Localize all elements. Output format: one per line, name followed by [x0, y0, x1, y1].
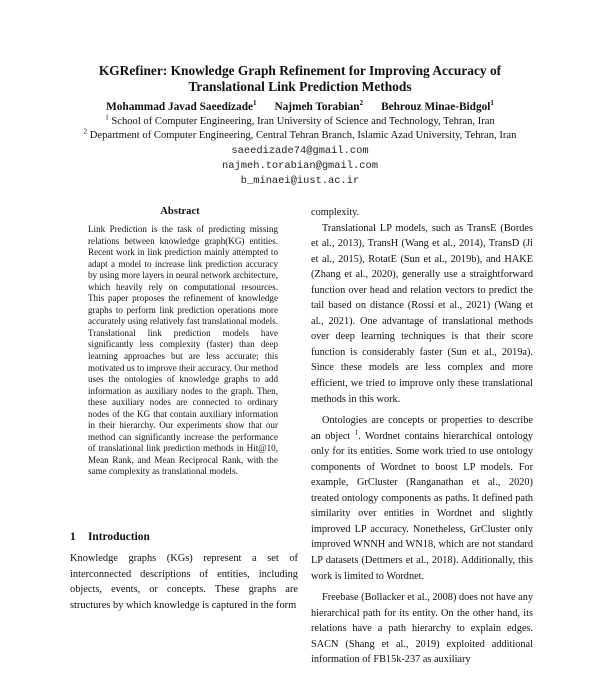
title-line-1: KGRefiner: Knowledge Graph Refinement for Improving Accuracy of [98, 63, 502, 78]
email-2: najmeh.torabian@gmail.com [222, 160, 378, 172]
body-text: Ontologies are concepts or properties to describe an object [311, 415, 533, 442]
body-paragraph [311, 413, 533, 584]
right-column [311, 205, 533, 674]
section-number: 1 [70, 531, 76, 543]
body-paragraph: Translational LP models, such as TransE (Bordes et al., 2013), TransH (Wang et al., 2014), TransD (Ji et al., 2015), RotatE (Sun et al., 2019b), and HAKE (Zhang et al., 2020), generally use a straightforward function over head and relation vectors to predict the tail based on distance (Rossi et al., 2021) (Wang et al., 2021). One advantage of translational methods over deep learning techniques is that their score function is considerably faster (Sun et al., 2019a). Since these models are less complex and more efficient, we tried to improve only these translational methods in this work. [311, 222, 533, 405]
affiliation-number: 1 [105, 113, 109, 122]
affiliation-number: 2 [83, 127, 88, 136]
body-text: . Wordnet contains hierarchical ontology only for its entities. Some work tried to use ontology components of Wordnet to boost LP models. For example, GrCluster (Ranganathan et al., 2020) treated ontology components as paths. It defined path similarity over entities in Wordnet and slightly improved LP accuracy. Nonetheless, GrCluster only improved WNNH and WN18, which are not standard LP datasets (Dettmers et al., 2018). Additionally, this work is limited to Wordnet. [311, 430, 533, 582]
author-affiliation-mark: 1 [253, 99, 257, 108]
section-heading-introduction [70, 531, 150, 543]
affiliation-text: Department of Computer Engineering, Central Tehran Branch, Islamic Azad University, Tehran, Iran [89, 130, 517, 141]
abstract-heading: Abstract [160, 206, 200, 217]
email-1: saeedizade74@gmail.com [231, 145, 369, 157]
email-3: b_minaei@iust.ac.ir [240, 175, 360, 187]
affiliation-text: School of Computer Engineering, Iran University of Science and Technology, Tehran, Iran [111, 116, 495, 127]
author-affiliation-mark: 1 [490, 99, 494, 108]
section-title: Introduction [88, 531, 150, 543]
author-name: Najmeh Torabian [274, 101, 360, 113]
author-affiliation-mark: 2 [359, 99, 364, 108]
author-list [40, 100, 560, 114]
affiliation-1 [20, 115, 580, 128]
affiliation-2 [20, 129, 580, 142]
author-name: Behrouz Minae-Bidgol [381, 101, 491, 113]
body-paragraph: complexity. [311, 207, 360, 218]
body-paragraph: Freebase (Bollacker et al., 2008) does not have any hierarchical path for its entity. On the other hand, its relations have a path hierarchy to explain edges. SACN (Shang et al., 2019) exploited additional information of FB15k-237 as auxiliary [311, 592, 534, 666]
title-line-2: Translational Link Prediction Methods [188, 79, 412, 94]
footnote-marker: 1 [354, 428, 359, 437]
abstract-body: Link Prediction is the task of predicting missing relations between knowledge graph(KG) entities. Recent work in link prediction mainly attempted to adapt a model to increase link prediction accuracy by using more layers in neural network architecture, which heavily rely on computational resources. This paper proposes the refinement of knowledge graphs to perform link prediction operations more accurately using relatively fast translational models. Translational link prediction models have significantly less complexity (faster) than deep learning approaches but are less accurate; this motivated us to improve their accuracy. Our method uses the ontologies of knowledge graphs to add information as auxiliary nodes to the graph. Then, these auxiliary nodes are connected to ordinary nodes of the KG that contain auxiliary information in their hierarchy. Our experiments show that our method can significantly increase the performance of translational link prediction methods in Hit@10, Mean Rank, and Mean Reciprocal Rank, with the same complexity as translational models. [88, 224, 278, 477]
author-name: Mohammad Javad Saeedizade [106, 101, 253, 113]
paper-title [40, 63, 560, 95]
intro-paragraph: Knowledge graphs (KGs) represent a set of interconnected descriptions of entities, including objects, events, or concepts. These graphs are structures by which knowledge is captured in the form [70, 553, 298, 611]
